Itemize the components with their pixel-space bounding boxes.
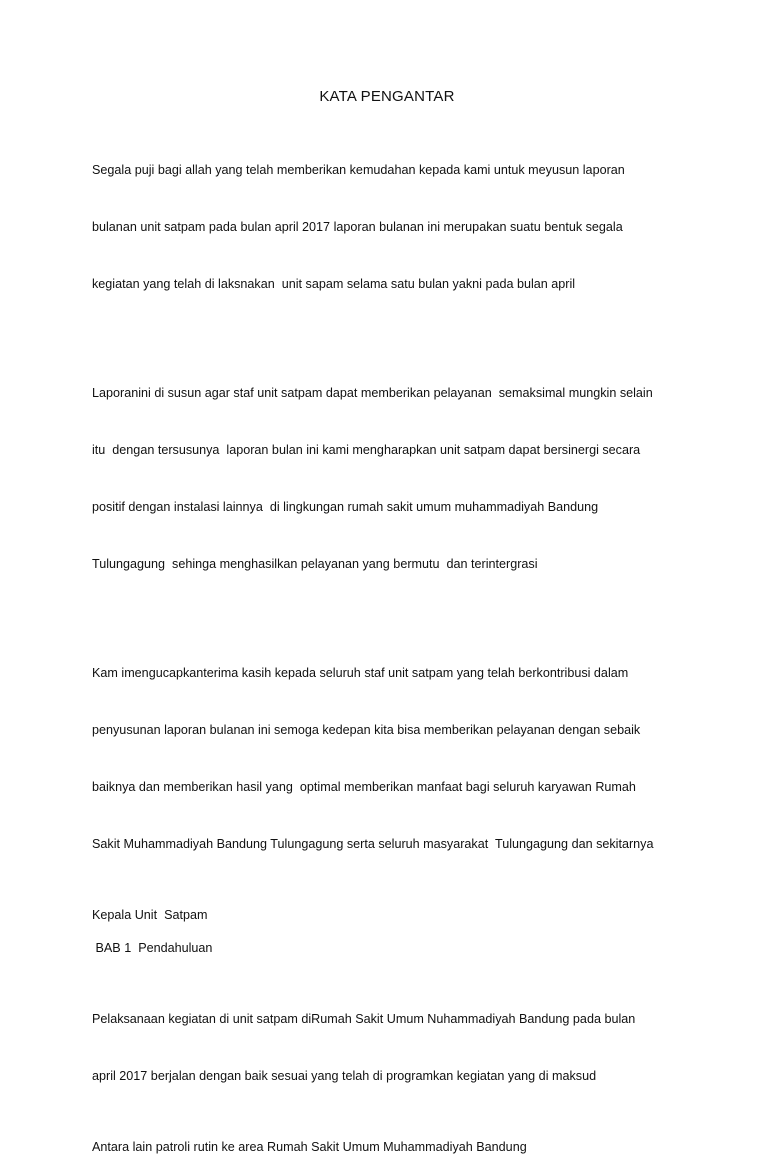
document-title: KATA PENGANTAR	[319, 88, 455, 105]
text-line: penyusunan laporan bulanan ini semoga kedepan kita bisa memberikan pelayanan dengan sebaik	[92, 723, 641, 737]
text-line: Tulungagung sehinga menghasilkan pelayanan yang bermutu dan terintergrasi	[92, 557, 538, 571]
text-line: Kam imengucapkanterima kasih kepada seluruh staf unit satpam yang telah berkontribusi dalam	[92, 666, 629, 680]
signature-line: Kepala Unit Satpam	[92, 908, 208, 922]
text-line: positif dengan instalasi lainnya di lingkungan rumah sakit umum muhammadiyah Bandung	[92, 500, 599, 514]
intro-paragraph-3	[92, 626, 682, 892]
text-line: itu dengan tersusunya laporan bulan ini kami mengharapkan unit satpam dapat bersinergi secara	[92, 443, 641, 457]
text-line: Sakit Muhammadiyah Bandung Tulungagung serta seluruh masyarakat Tulungagung dan sekitarnya	[92, 837, 654, 851]
chapter-heading: BAB 1 Pendahuluan	[92, 941, 213, 955]
text-line: Pelaksanaan kegiatan di unit satpam diRumah Sakit Umum Nuhammadiyah Bandung pada bulan	[92, 1012, 636, 1026]
intro-paragraph-2	[92, 346, 682, 612]
text-line: april 2017 berjalan dengan baik sesuai yang telah di programkan kegiatan yang di maksud	[92, 1069, 597, 1083]
text-line: Laporanini di susun agar staf unit satpam dapat memberikan pelayanan semaksimal mungkin selain	[92, 386, 653, 400]
closing-line: Antara lain patroli rutin ke area Rumah Sakit Umum Muhammadiyah Bandung	[92, 1140, 527, 1154]
intro-paragraph-1	[92, 123, 682, 332]
chapter-paragraph	[92, 972, 682, 1124]
text-line: baiknya dan memberikan hasil yang optimal memberikan manfaat bagi seluruh karyawan Rumah	[92, 780, 636, 794]
text-line: bulanan unit satpam pada bulan april 2017 laporan bulanan ini merupakan suatu bentuk segala	[92, 220, 623, 234]
text-line: Segala puji bagi allah yang telah memberikan kemudahan kepada kami untuk meyusun laporan	[92, 163, 625, 177]
document-content	[92, 88, 682, 1171]
text-line: kegiatan yang telah di laksnakan unit sapam selama satu bulan yakni pada bulan april	[92, 277, 576, 291]
